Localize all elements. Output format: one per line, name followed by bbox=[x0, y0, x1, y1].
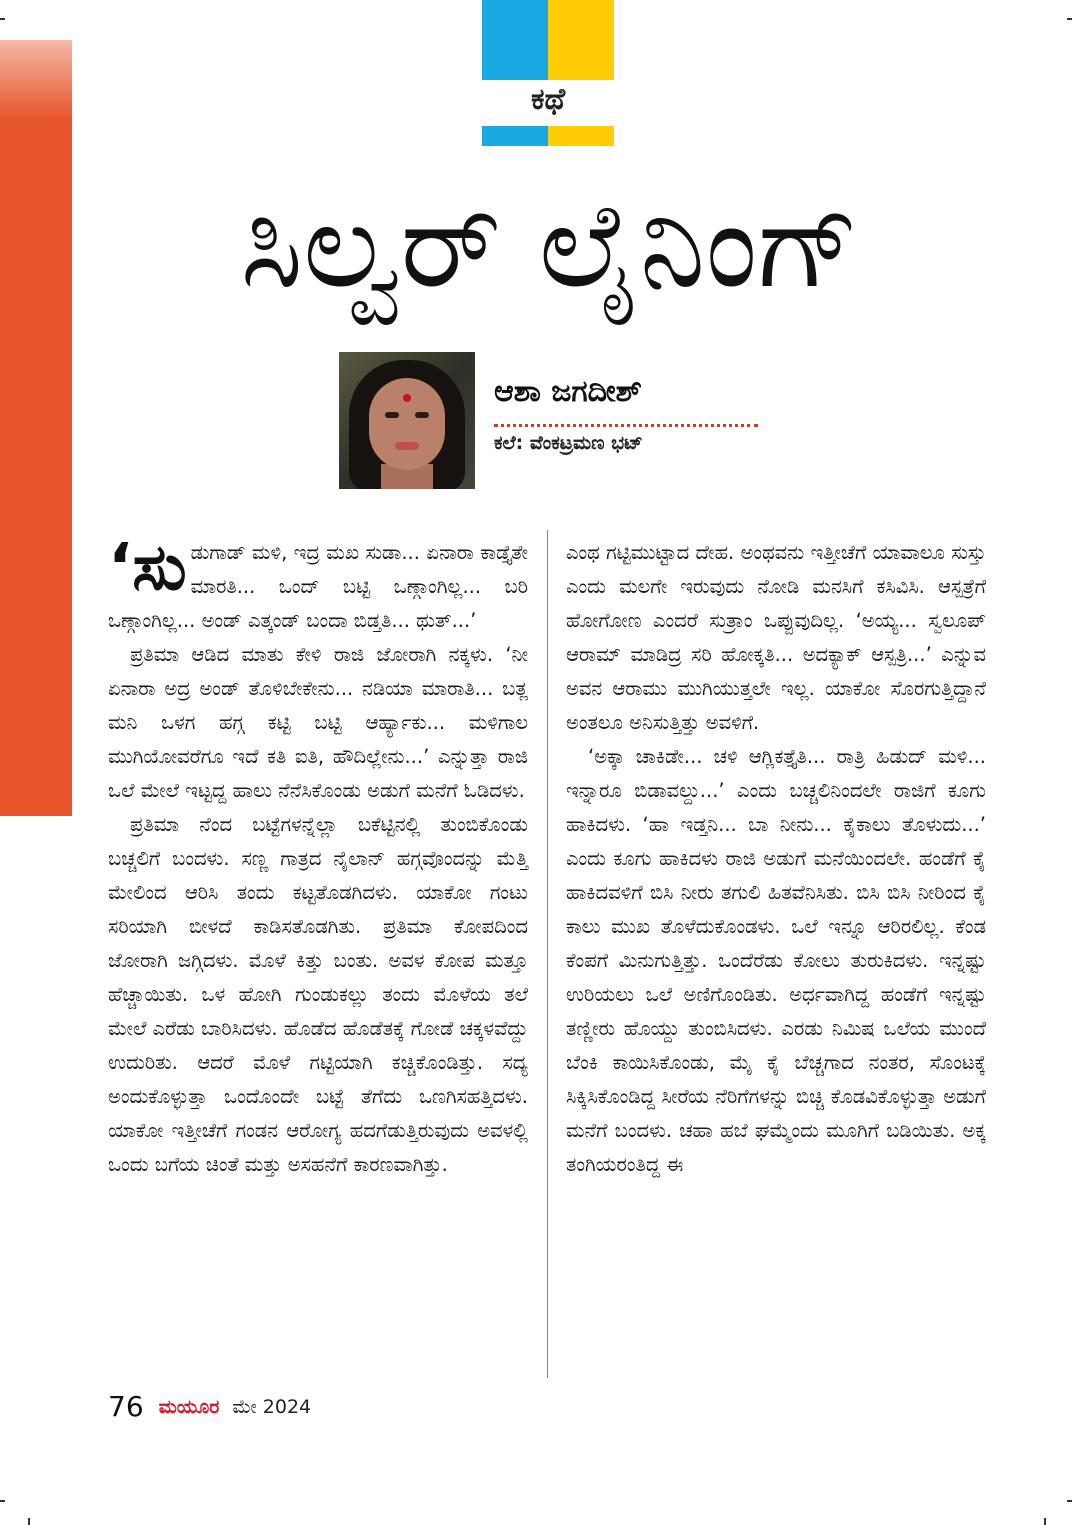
magazine-logo: ಮಯೂರ bbox=[158, 1395, 220, 1418]
story-paragraph: ಪ್ರತಿಮಾ ನೆಂದ ಬಟ್ಟೆಗಳನ್ನೆಲ್ಲಾ ಬಕೆಟ್ಟಿನಲ್ಲಿ ತುಂಬಿಕೊಂಡು ಬಚ್ಚಲಿಗೆ ಬಂದಳು. ಸಣ್ಣ ಗಾತ್ರದ ನೈಲಾನ್ ಹಗ್ಗವೊಂದನ್ನು ಮೆತ್ತಿ ಮೇಲಿಂದ ಆರಿಸಿ ತಂದು ಕಟ್ಟತೊಡಗಿದಳು. ಯಾಕೋ ಗಂಟು ಸರಿಯಾಗಿ ಬೀಳದೆ ಕಾಡಿಸತೊಡಗಿತು. ಪ್ರತಿಮಾ ಕೋಪದಿಂದ ಜೋರಾಗಿ ಜಗ್ಗಿದಳು. ಮೊಳೆ ಕಿತ್ತು ಬಂತು. ಅವಳ ಕೋಪ ಮತ್ತೂ ಹೆಚ್ಚಾಯಿತು. ಒಳ ಹೋಗಿ ಗುಂಡುಕಲ್ಲು ತಂದು ಮೊಳೆಯ ತಲೆ ಮೇಲೆ ಎರೆಡು ಬಾರಿಸಿದಳು. ಹೊಡೆದ ಹೊಡೆತಕ್ಕೆ ಗೋಡೆ ಚಕ್ಕಳವೆದ್ದು ಉದುರಿತು. ಆದರೆ ಮೊಳೆ ಗಟ್ಟಿಯಾಗಿ ಕಚ್ಚಿಕೊಂಡಿತ್ತು. ಸದ್ಯ ಅಂದುಕೊಳ್ಳುತ್ತಾ ಒಂದೊಂದೇ ಬಟ್ಟೆ ತೆಗೆದು ಒಣಗಿಸಹತ್ತಿದಳು. ಯಾಕೋ ಇತ್ತೀಚೆಗೆ ಗಂಡನ ಆರೋಗ್ಯ ಹದಗೆಡುತ್ತಿರುವುದು ಅವಳಲ್ಲಿ ಒಂದು ಬಗೆಯ ಚಿಂತೆ ಮತ್ತು ಅಸಹನೆಗೆ ಕಾರಣವಾಗಿತ್ತು. bbox=[108, 813, 528, 1176]
drop-cap: ‘ಸು bbox=[108, 531, 187, 605]
category-color-strip bbox=[482, 126, 614, 146]
crop-mark bbox=[1044, 1518, 1046, 1525]
story-column-left bbox=[108, 531, 528, 1182]
author-photo bbox=[339, 352, 475, 489]
crop-mark bbox=[28, 1518, 30, 1525]
author-name: ಆಶಾ ಜಗದೀಶ್ bbox=[494, 374, 642, 409]
story-paragraph: ‘ಅಕ್ಕಾ ಚಾಕಿಡೇ... ಚಳಿ ಆಗ್ಲಿಕತ್ತೈತಿ... ರಾತ್ರಿ ಹಿಡುದ್ ಮಳಿ... ಇನ್ನಾರೂ ಬಿಡಾವಲ್ದು...’ ಎಂದು ಬಚ್ಚಲಿನಿಂದಲೇ ರಾಜಿಗೆ ಕೂಗು ಹಾಕಿದಳು. ‘ಹಾ ಇಡ್ತನಿ... ಬಾ ನೀನು... ಕೈಕಾಲು ತೊಳುದು...’ ಎಂದು ಕೂಗು ಹಾಕಿದಳು ರಾಜಿ ಅಡುಗೆ ಮನೆಯಿಂದಲೇ. ಹಂಡೆಗೆ ಕೈ ಹಾಕಿದವಳಿಗೆ ಬಿಸಿ ನೀರು ತಗುಲಿ ಹಿತವೆನಿಸಿತು. ಬಿಸಿ ಬಿಸಿ ನೀರಿಂದ ಕೈ ಕಾಲು ಮುಖ ತೊಳೆದುಕೊಂಡಳು. ಒಲೆ ಇನ್ನೂ ಆರಿರಲಿಲ್ಲ. ಕೆಂಡ ಕೆಂಪಗೆ ಮಿನುಗುತ್ತಿತ್ತು. ಒಂದೆರೆಡು ಕೋಲು ತುರುಕಿದಳು. ಇನ್ನಷ್ಟು ಉರಿಯಲು ಒಲೆ ಅಣಿಗೊಂಡಿತು. ಅರ್ಧವಾಗಿದ್ದ ಹಂಡೆಗೆ ಇನ್ನಷ್ಟು ತಣ್ಣೀರು ಹೊಯ್ದು ತುಂಬಿಸಿದಳು. ಎರಡು ನಿಮಿಷ ಒಲೆಯ ಮುಂದೆ ಬೆಂಕಿ ಕಾಯಿಸಿಕೊಂಡು, ಮೈ ಕೈ ಬೆಚ್ಚಗಾದ ನಂತರ, ಸೊಂಟಕ್ಕೆ ಸಿಕ್ಕಿಸಿಕೊಂಡಿದ್ದ ಸೀರೆಯ ನೆರಿಗೆಗಳನ್ನು ಬಿಚ್ಚಿ ಕೊಡವಿಕೊಳ್ಳುತ್ತಾ ಅಡುಗೆ ಮನೆಗೆ ಬಂದಳು. ಚಹಾ ಹಬೆ ಘಮ್ಮೆಂದು ಮೂಗಿಗೆ ಬಡಿಯಿತು. ಅಕ್ಕ ತಂಗಿಯರಂತಿದ್ದ ಈ bbox=[566, 745, 986, 1176]
story-title: ಸಿಲ್ವರ್ ಲೈನಿಂಗ್ bbox=[240, 176, 860, 314]
story-column-right bbox=[566, 536, 986, 1182]
issue-date: ಮೇ 2024 bbox=[232, 1395, 312, 1418]
category-label: ಕಥೆ bbox=[530, 82, 566, 117]
byline-divider bbox=[494, 424, 758, 427]
column-divider bbox=[547, 530, 548, 1378]
story-paragraph: ಎಂಥ ಗಟ್ಟಿಮುಟ್ಟಾದ ದೇಹ. ಅಂಥವನು ಇತ್ತೀಚೆಗೆ ಯಾವಾಲೂ ಸುಸ್ತು ಎಂದು ಮಲಗೇ ಇರುವುದು ನೋಡಿ ಮನಸಿಗೆ ಕಸಿವಿಸಿ. ಆಸ್ಪತ್ರೆಗೆ ಹೋಗೋಣ ಎಂದರೆ ಸುತ್ರಾಂ ಒಪ್ಪುವುದಿಲ್ಲ. ‘ಅಯ್ಯ... ಸ್ವಲೂಪ್ ಆರಾಮ್ ಮಾಡಿದ್ರ ಸರಿ ಹೋಕ್ಕತಿ... ಅದಕ್ಯಾಕ್ ಆಸ್ಪತ್ರಿ...’ ಎನ್ನುವ ಅವನ ಆರಾಮು ಮುಗಿಯುತ್ತಲೇ ಇಲ್ಲ. ಯಾಕೋ ಸೊರಗುತ್ತಿದ್ದಾನೆ ಅಂತಲೂ ಅನಿಸುತ್ತಿತ್ತು ಅವಳಿಗೆ. bbox=[566, 541, 986, 734]
story-paragraph: ಪ್ರತಿಮಾ ಆಡಿದ ಮಾತು ಕೇಳಿ ರಾಜಿ ಜೋರಾಗಿ ನಕ್ಕಳು. ‘ನೀ ಏನಾರಾ ಅದ್ರ ಅಂಡ್ ತೊಳಿಬೇಕೇನು... ನಡಿಯಾ ಮಾರಾತಿ... ಬತ್ಲ ಮನಿ ಒಳಗ ಹಗ್ಗ ಕಟ್ಟಿ ಬಟ್ಟಿ ಆರ್ಹ್ಯಾಕು... ಮಳಿಗಾಲ ಮುಗಿಯೋವರೆಗೂ ಇದೆ ಕತಿ ಐತಿ, ಹೌದಿಲ್ಲೇನು...’ ಎನ್ನುತ್ತಾ ರಾಜಿ ಒಲೆ ಮೇಲೆ ಇಟ್ಟದ್ದ ಹಾಲು ನೆನೆಸಿಕೊಂಡು ಅಡುಗೆ ಮನೆಗೆ ಓಡಿದಳು. bbox=[108, 643, 528, 802]
story-paragraph: ‘ಸುಡುಗಾಡ್ ಮಳಿ, ಇದ್ರ ಮಖ ಸುಡಾ... ಏನಾರಾ ಕಾಡ್ತೈತೇ ಮಾರತಿ... ಒಂದ್ ಬಟ್ಟಿ ಒಣ್ಗಾಂಗಿಲ್ಲ... ಬರಿ ಒಣ್ಗಾಂಗಿಲ್ಲ... ಅಂಡ್ ಎತ್ಕಂಡ್ ಬಂದಾ ಬಿಡ್ತತಿ... ಥುತ್...’ bbox=[108, 531, 528, 632]
crop-mark bbox=[0, 18, 5, 20]
crop-mark bbox=[0, 1500, 5, 1502]
crop-mark bbox=[1067, 18, 1072, 20]
page-footer bbox=[108, 1390, 311, 1423]
accent-bar bbox=[0, 40, 72, 816]
illustration-credit: ಕಲೆ: ವೆಂಕಟ್ರಮಣ ಭಟ್ bbox=[494, 432, 643, 454]
crop-mark bbox=[1067, 1500, 1072, 1502]
category-color-block bbox=[482, 0, 614, 80]
page-number: 76 bbox=[108, 1390, 144, 1423]
